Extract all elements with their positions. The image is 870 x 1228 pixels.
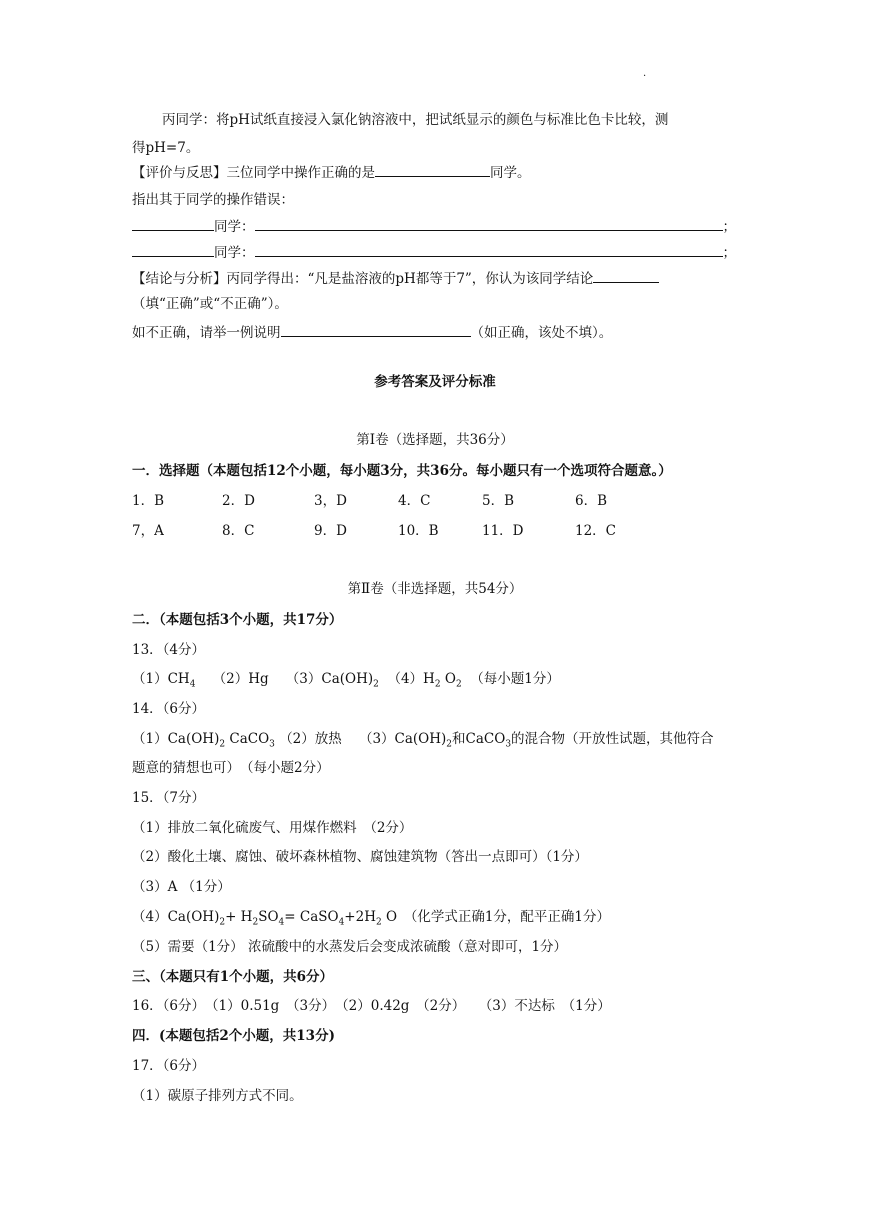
mc-answer: 9．D xyxy=(314,523,347,539)
bing-text-line1: 丙同学：将pH试纸直接浸入氯化钠溶液中，把试纸显示的颜色与标准比色卡比较，测 xyxy=(162,112,669,128)
conclusion-line xyxy=(132,268,659,289)
conclusion-prefix: 【结论与分析】丙同学得出：“凡是盐溶液的pH都等于7”，你认为该同学结论 xyxy=(132,271,594,287)
error-line-1 xyxy=(132,216,736,237)
q14-part1-b: CaCO xyxy=(225,731,270,747)
q14-part3-b: 和CaCO xyxy=(452,731,506,747)
example-prefix: 如不正确，请举一例说明 xyxy=(132,325,281,341)
q14-part1: （1）Ca(OH) xyxy=(132,731,220,747)
q13-part4-sub: 2 xyxy=(434,679,441,690)
classmate-blank-2[interactable] xyxy=(132,242,214,257)
q15-eq-part1-sub: 2 xyxy=(219,917,226,928)
classmate-label-1: 同学： xyxy=(214,219,255,235)
q13-part4-o-sub: 2 xyxy=(455,679,462,690)
volume-2-heading: 第Ⅱ卷（非选择题，共54分） xyxy=(347,581,523,597)
q14-part3-b-sub: 3 xyxy=(505,739,512,750)
q14-part2: （2）放热 xyxy=(279,731,342,747)
section-4-heading: 四．(本题包括2个小题，共13分) xyxy=(132,1028,335,1044)
semicolon-2: ； xyxy=(722,245,736,261)
error-blank-2[interactable] xyxy=(255,242,723,257)
q14-answer-line1 xyxy=(132,729,714,755)
q15-answer-2: （2）酸化土壤、腐蚀、破坏森林植物、腐蚀建筑物（答出一点即可）（1分） xyxy=(132,849,588,865)
evaluation-line xyxy=(132,162,531,183)
error-line-2 xyxy=(132,242,736,263)
q13-part3: （3）Ca(OH) xyxy=(285,671,374,687)
q13-score-note: （每小题1分） xyxy=(470,671,560,687)
q15-eq-part4-sub: 4 xyxy=(338,917,345,928)
q14-part3: （3）Ca(OH) xyxy=(358,731,447,747)
mc-answer: 11．D xyxy=(482,523,524,539)
answers-title: 参考答案及评分标准 xyxy=(374,374,496,390)
q14-part3-sub: 2 xyxy=(446,739,453,750)
q14-heading: 14．（6分） xyxy=(132,701,206,717)
q15-eq-part2: + H xyxy=(225,909,253,925)
conclusion-blank[interactable] xyxy=(593,268,659,283)
q15-eq-part1: （4）Ca(OH) xyxy=(132,909,220,925)
q15-eq-part3-sub: 4 xyxy=(278,917,285,928)
q16-answer: 16．（6分） （1）0.51g （3分） （2）0.42g （2分） （3）不达标 （1分） xyxy=(132,998,611,1014)
example-suffix: （如正确，该处不填）。 xyxy=(470,325,613,341)
example-line xyxy=(132,322,612,343)
q15-eq-part3: SO xyxy=(258,909,279,925)
classmate-label-2: 同学： xyxy=(214,245,255,261)
header-dot: . xyxy=(643,68,647,79)
example-blank[interactable] xyxy=(281,322,471,337)
error-blank-1[interactable] xyxy=(255,216,723,231)
q14-part3-c: 的混合物（开放性试题，其他符合 xyxy=(511,731,714,747)
section-2-heading: 二．（本题包括3个小题，共17分） xyxy=(132,612,343,628)
mc-answer: 1．B xyxy=(132,493,165,509)
q13-part4-o: O xyxy=(444,671,456,687)
q15-answer-5: （5）需要（1分） 浓硫酸中的水蒸发后会变成浓硫酸（意对即可，1分） xyxy=(132,939,568,955)
evaluation-prefix: 【评价与反思】三位同学中操作正确的是 xyxy=(132,165,375,181)
mc-answer: 10．B xyxy=(398,523,439,539)
q15-answer-4 xyxy=(132,907,610,933)
q13-part1: （1）CH xyxy=(132,671,190,687)
volume-1-heading: 第Ⅰ卷（选择题，共36分） xyxy=(356,432,514,448)
q15-eq-part5-sub: 2 xyxy=(375,917,382,928)
section-1-heading: 一．选择题（本题包括12个小题，每小题3分，共36分。每小题只有一个选项符合题意。） xyxy=(132,463,672,479)
bing-text-line2: 得pH=7。 xyxy=(132,140,200,156)
q15-heading: 15．（7分） xyxy=(132,790,206,806)
q15-answer-1: （1）排放二氧化硫废气、用煤作燃料 （2分） xyxy=(132,820,413,836)
evaluation-suffix: 同学。 xyxy=(490,165,531,181)
q13-heading: 13．（4分） xyxy=(132,642,206,658)
q15-eq-part4: = CaSO xyxy=(284,909,339,925)
q15-eq-part2-sub: 2 xyxy=(252,917,259,928)
q15-eq-part6: O （化学式正确1分，配平正确1分） xyxy=(381,909,611,925)
mc-answer: 12．C xyxy=(575,523,617,539)
mc-answer: 2．D xyxy=(222,493,255,509)
q13-part4: （4）H xyxy=(387,671,435,687)
q17-heading: 17．（6分） xyxy=(132,1058,206,1074)
mc-answer: 3，D xyxy=(314,493,347,509)
conclusion-fill-hint: （填“正确”或“不正确”）。 xyxy=(132,296,288,312)
q13-part3-sub: 2 xyxy=(373,679,379,690)
point-out-errors: 指出其于同学的操作错误： xyxy=(132,192,294,208)
classmate-blank-1[interactable] xyxy=(132,216,214,231)
q14-answer-line2: 题意的猜想也可） （每小题2分） xyxy=(132,760,330,776)
section-3-heading: 三、（本题只有1个小题，共6分） xyxy=(132,969,334,985)
q13-part1-sub: 4 xyxy=(189,679,196,690)
q13-answer xyxy=(132,669,560,695)
q14-part1-b-sub: 3 xyxy=(269,739,275,750)
q17-answer-1: （1）碳原子排列方式不同。 xyxy=(132,1088,303,1104)
mc-answer: 5．B xyxy=(482,493,515,509)
evaluation-blank[interactable] xyxy=(375,162,490,177)
mc-answer: 7，A xyxy=(132,523,164,539)
q13-part2: （2）Hg xyxy=(212,671,269,687)
mc-answer: 8．C xyxy=(222,523,255,539)
mc-answer: 4．C xyxy=(398,493,431,509)
q14-part1-sub: 2 xyxy=(219,739,226,750)
mc-answer: 6．B xyxy=(575,493,608,509)
q15-eq-part5: +2H xyxy=(344,909,376,925)
mc-answer-grid xyxy=(132,491,732,541)
semicolon-1: ； xyxy=(722,219,736,235)
q15-answer-3: （3）A （1分） xyxy=(132,879,231,895)
